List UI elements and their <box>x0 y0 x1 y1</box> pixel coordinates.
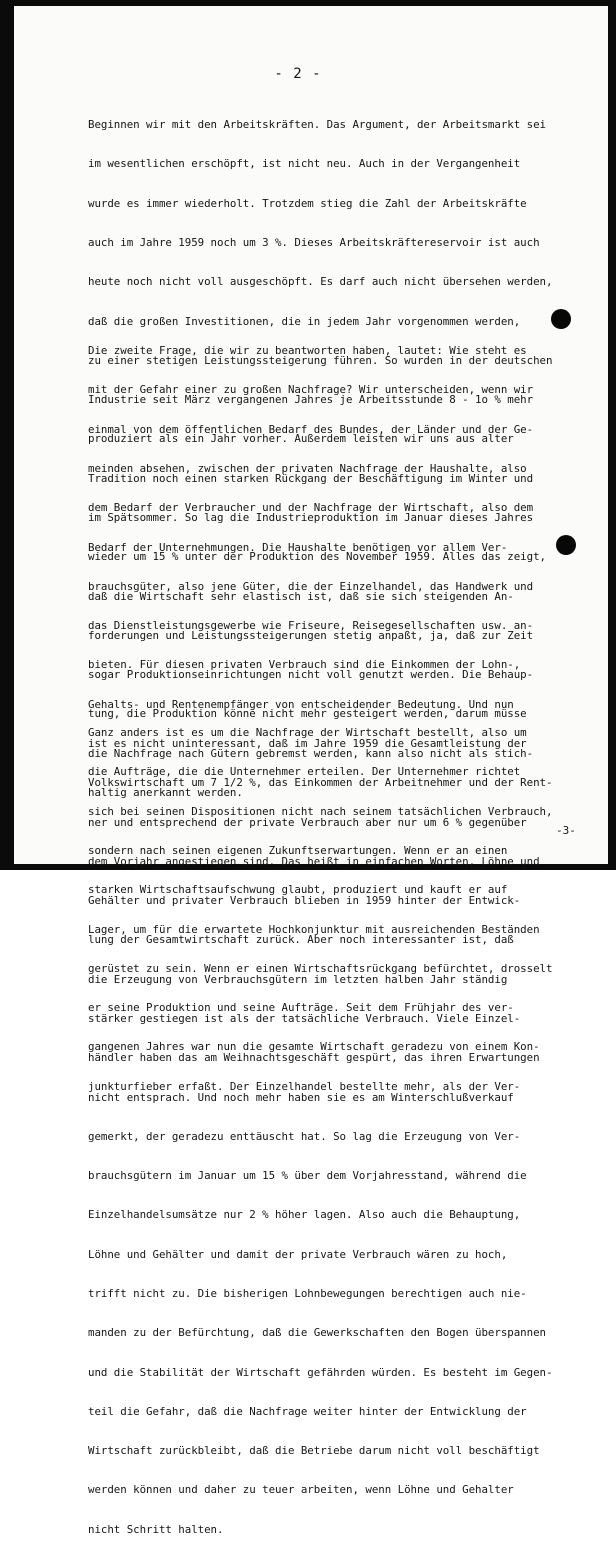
next-page-marker: -3- <box>556 824 576 837</box>
text-line: heute noch nicht voll ausgeschöpft. Es darf auch nicht übersehen werden, <box>88 275 553 289</box>
text-line: Die zweite Frage, die wir zu beantworten haben, lautet: Wie steht es <box>88 344 527 358</box>
text-line: wurde es immer wiederholt. Trotzdem stieg die Zahl der Arbeitskräfte <box>88 196 527 210</box>
text-line: Löhne und Gehälter und damit der private Verbrauch wären zu hoch, <box>88 1247 508 1261</box>
text-line: Volkswirtschaft um 7 1/2 %, das Einkommen der Arbeitnehmer und der Rent- <box>88 776 553 790</box>
text-line: Gehalts- und Rentenempfänger von entscheidender Bedeutung. Und nun <box>88 697 514 711</box>
text-line: zu einer stetigen Leistungssteigerung führen. So wurden in der deutschen <box>88 353 553 367</box>
text-line: die Nachfrage nach Gütern gebremst werden, kann also nicht als stich- <box>88 746 534 760</box>
text-line: auch im Jahre 1959 noch um 3 %. Dieses Arbeitskräftereservoir ist auch <box>88 236 540 250</box>
page-number: - 2 - <box>274 66 322 82</box>
text-line: lung der Gesamtwirtschaft zurück. Aber noch interessanter ist, daß <box>88 933 514 947</box>
text-line: sogar Produktionseinrichtungen nicht voll genutzt werden. Die Behaup- <box>88 668 534 682</box>
text-line: manden zu der Befürchtung, daß die Gewerkschaften den Bogen überspannen <box>88 1326 546 1340</box>
text-line: mit der Gefahr einer zu großen Nachfrage? Wir unterscheiden, wenn wir <box>88 383 534 397</box>
text-line: sondern nach seinen eigenen Zukunftserwartungen. Wenn er an einen <box>88 844 508 858</box>
text-line: das Dienstleistungsgewerbe wie Friseure, Reisegesellschaften usw. an- <box>88 619 534 633</box>
text-line: starken Wirtschaftsaufschwung glaubt, produziert und kauft er auf <box>88 883 508 897</box>
text-line: Industrie seit März vergangenen Jahres je Arbeitsstunde 8 - 1o % mehr <box>88 393 534 407</box>
text-line: werden können und daher zu teuer arbeiten, wenn Löhne und Gehalter <box>88 1483 514 1497</box>
scan-border-right <box>608 0 616 870</box>
punch-hole <box>551 309 571 329</box>
text-line: Ganz anders ist es um die Nachfrage der Wirtschaft bestellt, also um <box>88 726 527 740</box>
text-line: stärker gestiegen ist als der tatsächliche Verbrauch. Viele Einzel- <box>88 1011 521 1025</box>
text-line: und die Stabilität der Wirtschaft gefährden würden. Es besteht im Gegen- <box>88 1365 553 1379</box>
punch-hole <box>556 535 576 555</box>
text-line: nicht Schritt halten. <box>88 1522 224 1536</box>
scan-border-left <box>0 0 14 870</box>
text-line: tung, die Produktion könne nicht mehr gesteigert werden, darum müsse <box>88 707 527 721</box>
text-line: wieder um 15 % unter der Produktion des November 1959. Alles das zeigt, <box>88 550 546 564</box>
text-line: Gehälter und privater Verbrauch blieben in 1959 hinter der Entwick- <box>88 894 521 908</box>
text-line: die Erzeugung von Verbrauchsgütern im letzten halben Jahr ständig <box>88 972 508 986</box>
text-line: gangenen Jahres war nun die gesamte Wirtschaft geradezu von einem Kon- <box>88 1040 540 1054</box>
text-line: gerüstet zu sein. Wenn er einen Wirtschaftsrückgang befürchtet, drosselt <box>88 961 553 975</box>
text-line: junkturfieber erfaßt. Der Einzelhandel bestellte mehr, als der Ver- <box>88 1079 521 1093</box>
text-line: einmal von dem öffentlichen Bedarf des Bundes, der Länder und der Ge- <box>88 422 534 436</box>
text-line: ist es nicht uninteressant, daß im Jahre 1959 die Gesamtleistung der <box>88 737 527 750</box>
text-line: dem Vorjahr angestiegen sind. Das heißt in einfachen Worten, Löhne und <box>88 854 540 868</box>
text-line: Einzelhandelsumsätze nur 2 % höher lagen. Also auch die Behauptung, <box>88 1208 521 1222</box>
text-line: brauchsgütern im Januar um 15 % über dem Vorjahresstand, während die <box>88 1169 527 1183</box>
text-line: produziert als ein Jahr vorher. Außerdem leisten wir uns aus alter <box>88 432 514 446</box>
text-line: haltig anerkannt werden. <box>88 785 243 799</box>
text-line: nicht entsprach. Und noch mehr haben sie es am Winterschlußverkauf <box>88 1090 514 1104</box>
text-line: im wesentlichen erschöpft, ist nicht neu. Auch in der Vergangenheit <box>88 157 521 171</box>
text-line: er seine Produktion und seine Aufträge. Seit dem Frühjahr des ver- <box>88 1001 514 1015</box>
text-line: meinden absehen, zwischen der privaten Nachfrage der Haushalte, also <box>88 462 527 476</box>
text-line: die Aufträge, die die Unternehmer erteilen. Der Unternehmer richtet <box>88 765 521 779</box>
text-line: dem Bedarf der Verbraucher und der Nachfrage der Wirtschaft, also dem <box>88 501 534 515</box>
text-line: Lager, um für die erwartete Hochkonjunktur mit ausreichenden Beständen <box>88 922 540 936</box>
text-line: gemerkt, der geradezu enttäuscht hat. So lag die Erzeugung von Ver- <box>88 1129 521 1143</box>
text-line: daß die Wirtschaft sehr elastisch ist, daß sie sich steigenden An- <box>88 589 514 603</box>
text-line: teil die Gefahr, daß die Nachfrage weiter hinter der Entwicklung der <box>88 1404 527 1418</box>
text-line: händler haben das am Weihnachtsgeschäft gespürt, das ihren Erwartungen <box>88 1051 540 1065</box>
paragraph-business-demand <box>88 697 566 1106</box>
text-line: daß die großen Investitionen, die in jedem Jahr vorgenommen werden, <box>88 314 521 328</box>
text-line: im Spätsommer. So lag die Industrieproduktion im Januar dieses Jahres <box>88 511 534 524</box>
text-line: ner und entsprechend der private Verbrauch aber nur um 6 % gegenüber <box>88 815 527 829</box>
text-line: sich bei seinen Dispositionen nicht nach seinem tatsächlichen Verbrauch, <box>88 804 553 818</box>
text-line: forderungen und Leistungssteigerungen stetig anpaßt, ja, daß zur Zeit <box>88 628 534 642</box>
text-line: Beginnen wir mit den Arbeitskräften. Das Argument, der Arbeitsmarkt sei <box>88 118 546 132</box>
text-line: Bedarf der Unternehmungen. Die Haushalte benötigen vor allem Ver- <box>88 540 508 554</box>
text-line: trifft nicht zu. Die bisherigen Lohnbewegungen berechtigen auch nie- <box>88 1286 527 1300</box>
text-line: Tradition noch einen starken Rückgang der Beschäftigung im Winter und <box>88 471 534 485</box>
text-line: Wirtschaft zurückbleibt, daß die Betriebe darum nicht voll beschäftigt <box>88 1444 540 1458</box>
text-line: brauchsgüter, also jene Güter, die der Einzelhandel, das Handwerk und <box>88 579 534 593</box>
text-line: bieten. Für diesen privaten Verbrauch sind die Einkommen der Lohn-, <box>88 658 521 672</box>
